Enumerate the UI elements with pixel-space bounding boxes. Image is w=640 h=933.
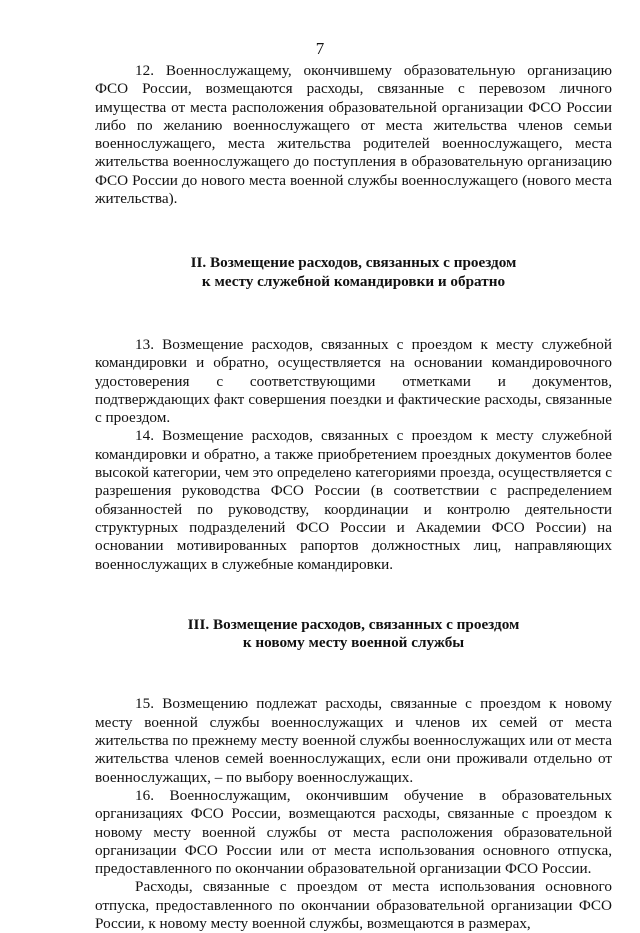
page-number: 7 xyxy=(315,39,325,58)
paragraph-13: 13. Возмещение расходов, связанных с проездом к месту служебной командировки и обратно, осуществляется на основании командировочного удостоверения с соответствующими отметками и документов, подтверждающих факт совершения поездки и фактические расходы, связанные с проездом. xyxy=(95,335,612,427)
paragraph-15: 15. Возмещению подлежат расходы, связанные с проездом к новому месту военной службы военнослужащих и членов их семей от места жительства по прежнему месту военной службы военнослужащих или от места жительства членов семей военнослужащих, если они проживали отдельно от военнослужащих, – по выбору военнослужащих. xyxy=(95,695,612,786)
paragraph-16: 16. Военнослужащим, окончившим обучение в образовательных организациях ФСО России, возмещаются расходы, связанные с проездом к новому месту военной службы от места расположения образовательной организации ФСО России или от места использования основного отпуска, предоставленного по окончании образовательной организации ФСО России. xyxy=(95,786,612,878)
paragraph-12: 12. Военнослужащему, окончившему образовательную организацию ФСО России, возмещаются расходы, связанные с перевозом личного имущества от места расположения образовательной организации ФСО России либо по желанию военнослужащего от места жительства членов семьи военнослужащего, места жительства родителей военнослужащего, места жительства военнослужащего до поступления в образовательную организацию ФСО России до нового места военной службы военнослужащего (нового места жительства). xyxy=(95,62,612,208)
section-2-heading-line-1: II. Возмещение расходов, связанных с проездом xyxy=(190,254,517,272)
document-body xyxy=(95,62,612,933)
section-2-heading xyxy=(95,254,612,291)
section-3-heading-line-1: III. Возмещение расходов, связанных с проездом xyxy=(187,615,520,633)
section-3-heading-line-2: к новому месту военной службы xyxy=(242,634,465,652)
section-2-heading-line-2: к месту служебной командировки и обратно xyxy=(201,272,506,290)
paragraph-16-continuation: Расходы, связанные с проездом от места использования основного отпуска, предоставленного по окончании образовательной организации ФСО России, к новому месту военной службы, возмещаются в размерах, xyxy=(95,878,612,932)
section-3-heading xyxy=(95,616,612,653)
paragraph-14: 14. Возмещение расходов, связанных с проездом к месту служебной командировки и обратно, а также приобретением проездных документов более высокой категории, чем это определено категориями проезда, осуществляется с разрешения руководства ФСО России (в соответствии с распределением обязанностей по руководству, координации и контролю деятельности структурных подразделений ФСО России и Академии ФСО России) на основании мотивированных рапортов должностных лиц, направляющих военнослужащих в служебные командировки. xyxy=(95,427,612,573)
